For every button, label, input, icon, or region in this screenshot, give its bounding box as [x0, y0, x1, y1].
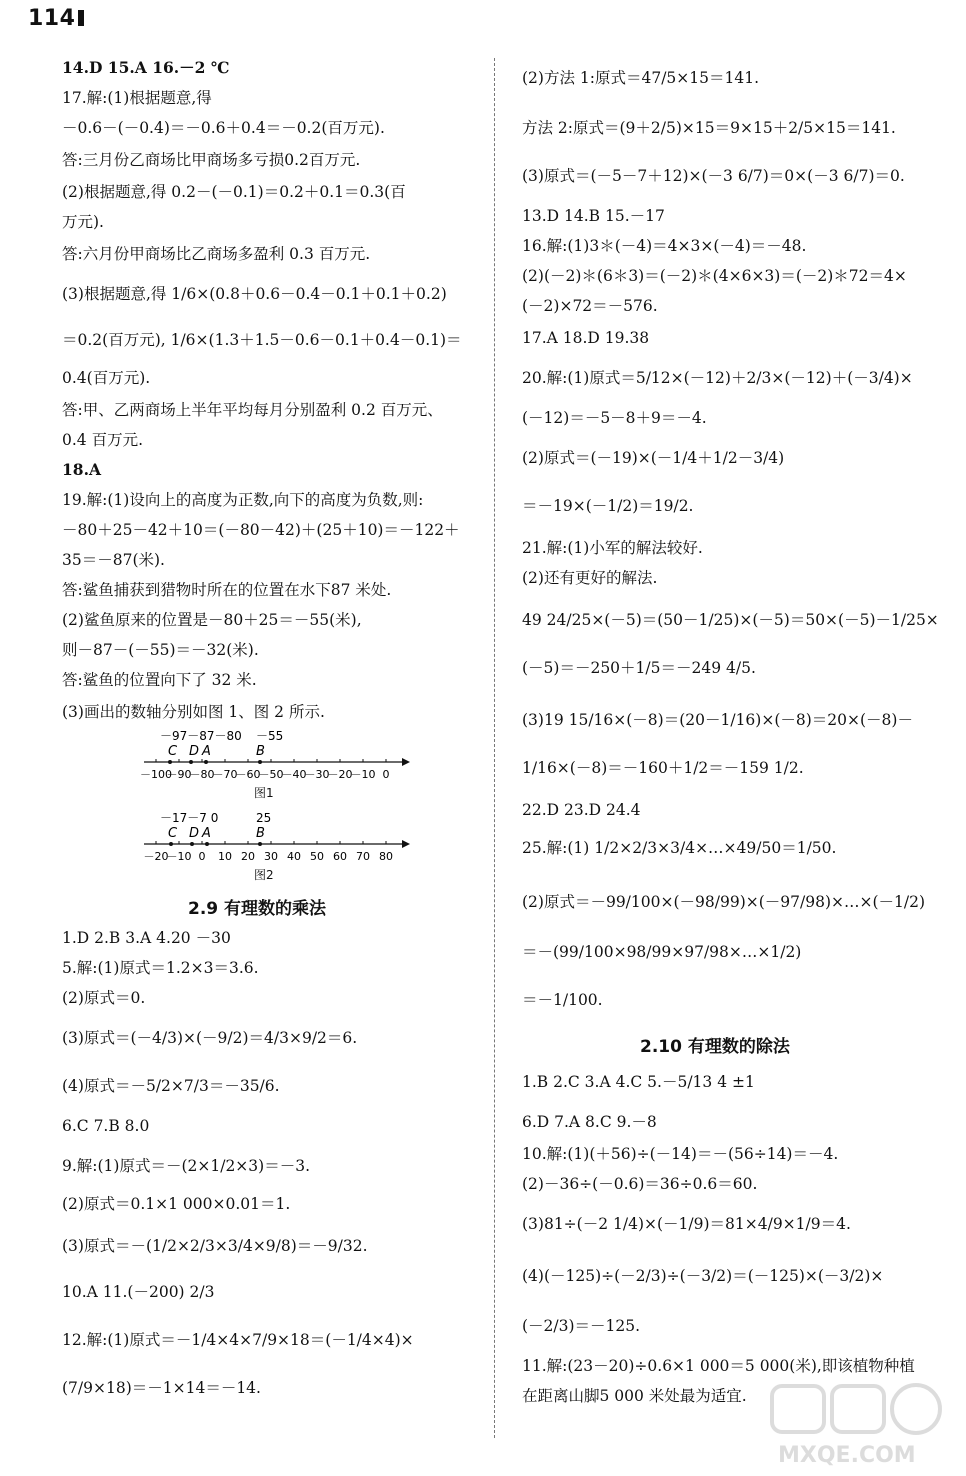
- fig2-top-values: －17－7 0: [160, 811, 219, 825]
- left-line-24: (2)原式＝0.: [62, 989, 146, 1007]
- watermark-text: MXQE.COM: [778, 1443, 916, 1468]
- fig1-point-b: [258, 760, 262, 764]
- fig2-label-d: D: [189, 826, 200, 841]
- number-line-figure-1: [140, 728, 420, 798]
- right-line-24: 1.B 2.C 3.A 4.C 5.－5/13 4 ±1: [522, 1073, 755, 1091]
- left-line-21: (3)画出的数轴分别如图 1、图 2 所示.: [62, 703, 325, 721]
- right-line-1: (2)方法 1:原式＝47/5×15＝141.: [522, 69, 759, 87]
- right-line-15: 49 24/25×(－5)＝(50－1/25)×(－5)＝50×(－5)－1/25×: [522, 611, 939, 629]
- fig2-tick-label-2: 0: [198, 850, 206, 863]
- number-line-figure-2: [140, 810, 420, 880]
- fig2-tick-label-7: 50: [310, 850, 324, 863]
- right-line-32: 在距离山脚5 000 米处最为适宜.: [522, 1387, 747, 1405]
- right-line-25: 6.D 7.A 8.C 9.－8: [522, 1113, 657, 1131]
- left-line-5: (2)根据题意,得 0.2－(－0.1)＝0.2＋0.1＝0.3(百: [62, 183, 406, 201]
- left-line-6: 万元).: [62, 213, 104, 231]
- right-line-3: (3)原式＝(－5－7＋12)×(－3 6/7)＝0×(－3 6/7)＝0.: [522, 167, 905, 185]
- right-line-9: 20.解:(1)原式＝5/12×(－12)＋2/3×(－12)＋(－3/4)×: [522, 369, 913, 387]
- fig1-tick-label-4: －60: [235, 768, 261, 781]
- left-line-16: 35＝－87(米).: [62, 551, 165, 569]
- fig2-label-a: A: [202, 826, 211, 841]
- right-line-23: ＝－1/100.: [522, 991, 603, 1009]
- fig1-tick-label-10: 0: [382, 768, 390, 781]
- right-line-29: (4)(－125)÷(－2/3)÷(－3/2)＝(－125)×(－3/2)×: [522, 1267, 884, 1285]
- fig1-arrow: [402, 758, 410, 766]
- right-line-18: 1/16×(－8)＝－160＋1/2＝－159 1/2.: [522, 759, 804, 777]
- right-line-27: (2)－36÷(－0.6)＝36÷0.6＝60.: [522, 1175, 758, 1193]
- left-line-30: (3)原式＝－(1/2×2/3×3/4×9/8)＝－9/32.: [62, 1237, 368, 1255]
- left-line-8: (3)根据题意,得 1/6×(0.8＋0.6－0.4－0.1＋0.1＋0.2): [62, 285, 447, 303]
- right-line-10: (－12)＝－5－8＋9＝－4.: [522, 409, 707, 427]
- right-line-14: (2)还有更好的解法.: [522, 569, 658, 587]
- fig1-tick-label-2: －80: [189, 768, 215, 781]
- left-line-19: 则－87－(－55)＝－32(米).: [62, 641, 259, 659]
- fig2-label-b: B: [256, 826, 265, 841]
- left-line-11: 答:甲、乙两商场上半年平均每月分别盈利 0.2 百万元、: [62, 401, 443, 419]
- left-line-7: 答:六月份甲商场比乙商场多盈利 0.3 百万元.: [62, 245, 371, 263]
- fig2-arrow: [402, 840, 410, 848]
- fig1-point-a: [204, 760, 208, 764]
- left-line-17: 答:鲨鱼捕获到猎物时所在的位置在水下87 米处.: [62, 581, 392, 599]
- fig1-point-c: [168, 760, 172, 764]
- fig1-tick-label-1: －90: [166, 768, 192, 781]
- left-line-1: 14.D 15.A 16.－2 ℃: [62, 58, 230, 77]
- section-heading-2: 2.10 有理数的除法: [640, 1037, 790, 1057]
- left-line-10: 0.4(百万元).: [62, 369, 151, 387]
- fig1-top-values: －97－87－80: [160, 729, 242, 743]
- right-line-16: (－5)＝－250＋1/5＝－249 4/5.: [522, 659, 756, 677]
- right-line-28: (3)81÷(－2 1/4)×(－1/9)＝81×4/9×1/9＝4.: [522, 1215, 851, 1233]
- right-line-13: 21.解:(1)小军的解法较好.: [522, 539, 703, 557]
- fig1-tick-label-5: －50: [258, 768, 284, 781]
- right-line-22: ＝－(99/100×98/99×97/98×…×1/2): [522, 943, 802, 961]
- right-line-26: 10.解:(1)(＋56)÷(－14)＝－(56÷14)＝－4.: [522, 1145, 839, 1163]
- right-line-6: (2)(－2)＊(6＊3)＝(－2)＊(4×6×3)＝(－2)＊72＝4×: [522, 267, 907, 285]
- left-line-12: 0.4 百万元.: [62, 431, 144, 449]
- fig2-tick-label-3: 10: [218, 850, 232, 863]
- left-line-9: ＝0.2(百万元), 1/6×(1.3＋1.5－0.6－0.1＋0.4－0.1)＝: [62, 331, 462, 349]
- fig1-point-d: [189, 760, 193, 764]
- right-line-31: 11.解:(23－20)÷0.6×1 000＝5 000(米),即该植物种植: [522, 1357, 915, 1375]
- right-line-20: 25.解:(1) 1/2×2/3×3/4×…×49/50＝1/50.: [522, 839, 837, 857]
- left-line-29: (2)原式＝0.1×1 000×0.01＝1.: [62, 1195, 291, 1213]
- fig1-tick-label-6: －40: [281, 768, 307, 781]
- right-line-4: 13.D 14.B 15.－17: [522, 207, 665, 225]
- page-number: 114: [28, 6, 84, 31]
- fig1-label-a: A: [202, 744, 211, 759]
- fig2-tick-label-5: 30: [264, 850, 278, 863]
- fig2-tick-label-10: 80: [379, 850, 393, 863]
- fig1-label-d: D: [189, 744, 200, 759]
- fig2-point-d: [190, 842, 194, 846]
- left-line-3: －0.6－(－0.4)＝－0.6＋0.4＝－0.2(百万元).: [62, 119, 385, 137]
- right-line-30: (－2/3)＝－125.: [522, 1317, 641, 1335]
- section-heading-1: 2.9 有理数的乘法: [188, 899, 327, 919]
- fig2-point-b: [258, 842, 262, 846]
- fig1-label-b: B: [256, 744, 265, 759]
- right-line-5: 16.解:(1)3＊(－4)＝4×3×(－4)＝－48.: [522, 237, 807, 255]
- column-divider: [494, 58, 495, 1438]
- fig2-label-c: C: [168, 826, 178, 841]
- right-line-17: (3)19 15/16×(－8)＝(20－1/16)×(－8)＝20×(－8)－: [522, 711, 913, 729]
- left-line-33: (7/9×18)＝－1×14＝－14.: [62, 1379, 261, 1397]
- fig2-tick-label-4: 20: [241, 850, 255, 863]
- right-line-19: 22.D 23.D 24.4: [522, 801, 641, 819]
- fig2-point-c: [169, 842, 173, 846]
- left-line-27: 6.C 7.B 8.0: [62, 1117, 150, 1135]
- fig2-tick-label-0: －20: [143, 850, 169, 863]
- left-line-20: 答:鲨鱼的位置向下了 32 米.: [62, 671, 257, 689]
- fig1-tick-label-8: －20: [327, 768, 353, 781]
- left-line-22: 1.D 2.B 3.A 4.20 －30: [62, 929, 231, 947]
- fig2-tick-label-8: 60: [333, 850, 347, 863]
- left-line-31: 10.A 11.(－200) 2/3: [62, 1283, 215, 1301]
- fig2-point-a: [205, 842, 209, 846]
- page-number-mark: [78, 10, 84, 26]
- right-line-12: ＝－19×(－1/2)＝19/2.: [522, 497, 694, 515]
- left-line-28: 9.解:(1)原式＝－(2×1/2×3)＝－3.: [62, 1157, 310, 1175]
- fig1-tick-label-9: －10: [350, 768, 376, 781]
- fig2-top-value-b: 25: [256, 811, 272, 825]
- left-line-2: 17.解:(1)根据题意,得: [62, 89, 212, 107]
- right-line-8: 17.A 18.D 19.38: [522, 329, 650, 347]
- fig1-tick-label-3: －70: [212, 768, 238, 781]
- right-line-7: (－2)×72＝－576.: [522, 297, 658, 315]
- left-line-15: －80＋25－42＋10＝(－80－42)＋(25＋10)＝－122＋: [62, 521, 460, 539]
- left-line-18: (2)鲨鱼原来的位置是－80＋25＝－55(米),: [62, 611, 362, 629]
- right-line-21: (2)原式＝－99/100×(－98/99)×(－97/98)×…×(－1/2): [522, 893, 926, 911]
- fig2-tick-label-9: 70: [356, 850, 370, 863]
- fig1-tick-label-0: －100: [140, 768, 172, 781]
- fig1-tick-label-7: －30: [304, 768, 330, 781]
- fig1-label-c: C: [168, 744, 178, 759]
- fig2-caption: 图2: [254, 868, 274, 882]
- left-line-26: (4)原式＝－5/2×7/3＝－35/6.: [62, 1077, 280, 1095]
- fig1-top-value-b: －55: [256, 729, 284, 743]
- left-line-4: 答:三月份乙商场比甲商场多亏损0.2百万元.: [62, 151, 361, 169]
- left-line-32: 12.解:(1)原式＝－1/4×4×7/9×18＝(－1/4×4)×: [62, 1331, 414, 1349]
- right-line-2: 方法 2:原式＝(9＋2/5)×15＝9×15＋2/5×15＝141.: [522, 119, 896, 137]
- watermark-logo: [762, 1380, 952, 1470]
- left-line-23: 5.解:(1)原式＝1.2×3＝3.6.: [62, 959, 259, 977]
- fig2-tick-label-1: －10: [166, 850, 192, 863]
- left-line-13: 18.A: [62, 460, 101, 479]
- fig2-tick-label-6: 40: [287, 850, 301, 863]
- left-line-14: 19.解:(1)设向上的高度为正数,向下的高度为负数,则:: [62, 491, 424, 509]
- fig1-caption: 图1: [254, 786, 274, 800]
- left-line-25: (3)原式＝(－4/3)×(－9/2)＝4/3×9/2＝6.: [62, 1029, 358, 1047]
- right-line-11: (2)原式＝(－19)×(－1/4＋1/2－3/4): [522, 449, 785, 467]
